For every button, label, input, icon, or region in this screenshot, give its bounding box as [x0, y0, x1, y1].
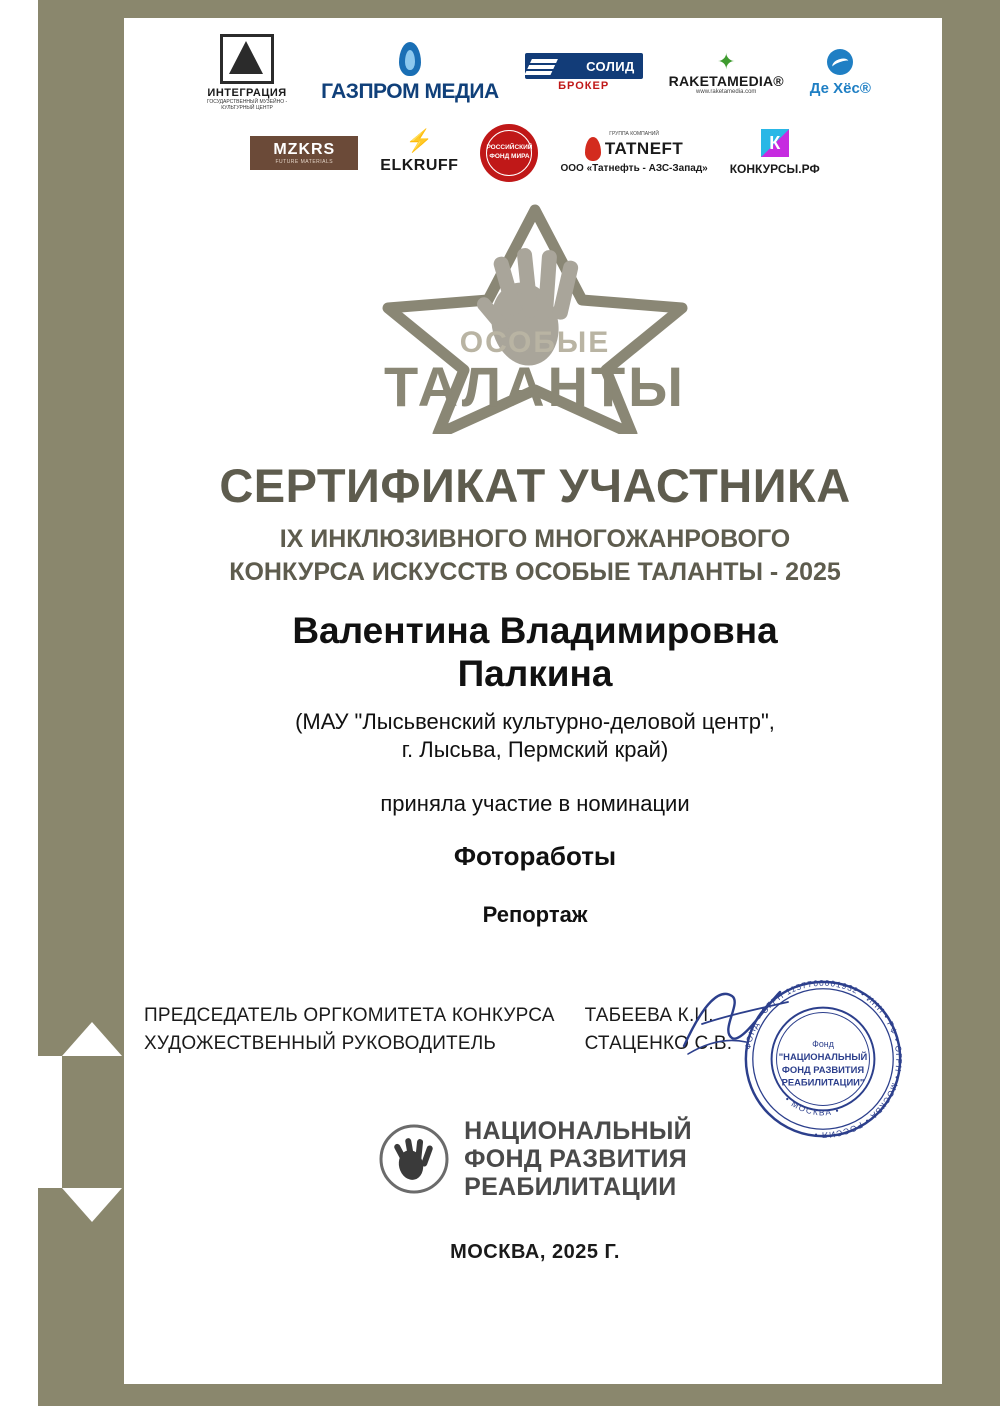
- konkursy-name: КОНКУРСЫ.РФ: [729, 162, 820, 176]
- integration-mark-icon: [220, 34, 274, 84]
- svg-text:Фонд: Фонд: [812, 1039, 834, 1050]
- sponsor-logo-tatneft: [560, 131, 707, 174]
- city-and-year: МОСКВА, 2025 Г.: [450, 1241, 620, 1264]
- sponsor-logo-solid-broker: [525, 53, 643, 92]
- certificate-content: [140, 18, 930, 1384]
- recipient-name: [140, 609, 930, 696]
- tatneft-flame-icon: [585, 137, 601, 161]
- mzkrs-subtitle: FUTURE MATERIALS: [275, 158, 334, 165]
- sponsor-logos-row-1: [140, 34, 930, 112]
- official-stamp: [734, 970, 912, 1148]
- sponsor-logo-raketamedia: [668, 48, 784, 95]
- sponsor-logo-integration: [199, 34, 295, 112]
- recipient-organization: [140, 708, 930, 765]
- svg-text:ФОНД • ОГРН 1157700001932 • ИН: ФОНД • ОГРН 1157700001932 • ИНН • РФ • ОГРН • МОСКВА • РОССИЯ •: [742, 977, 905, 1141]
- gazprom-flame-icon: [399, 42, 421, 76]
- signature-role-line-1: ПРЕДСЕДАТЕЛЬ ОРГКОМИТЕТА КОНКУРСА: [144, 1005, 555, 1026]
- svg-text:"НАЦИОНАЛЬНЫЙ: "НАЦИОНАЛЬНЫЙ: [778, 1050, 868, 1062]
- frame-notch: [38, 1056, 62, 1188]
- hands-fund-icon: [378, 1123, 450, 1195]
- star-with-hand-icon: [350, 204, 720, 434]
- fund-name-line-2: ФОНД РАЗВИТИЯ: [464, 1145, 688, 1174]
- frame-band-right: [942, 0, 1000, 1406]
- frame-arrow-up-icon: [62, 1022, 122, 1056]
- konkursy-mark-icon: К: [761, 129, 789, 157]
- certificate-subtitle-line-2: КОНКУРСА ИСКУССТВ ОСОБЫЕ ТАЛАНТЫ - 2025: [229, 557, 841, 586]
- svg-text:ФОНД РАЗВИТИЯ: ФОНД РАЗВИТИЯ: [781, 1063, 865, 1075]
- sponsor-logos-row-2: [140, 124, 930, 182]
- signature-role-line-2: ХУДОЖЕСТВЕННЫЙ РУКОВОДИТЕЛЬ: [144, 1032, 497, 1054]
- solid-name: СОЛИД: [586, 58, 635, 74]
- tatneft-wordmark: [585, 137, 683, 161]
- sponsor-logo-gazprom-media: [321, 42, 499, 104]
- frame-band-bottom: [38, 1384, 1000, 1406]
- svg-text:РЕАБИЛИТАЦИИ": РЕАБИЛИТАЦИИ": [781, 1076, 865, 1088]
- sponsor-logo-rossiyskiy-fond-mira: [480, 124, 538, 182]
- raketamedia-rocket-icon: ✦: [717, 48, 736, 74]
- participation-statement: приняла участие в номинации: [380, 791, 690, 816]
- frame-band-top: [38, 0, 1000, 18]
- raketamedia-name: RAKETAMEDIA®: [668, 72, 784, 89]
- sponsor-logo-dehus: [810, 49, 871, 97]
- contest-emblem: [140, 204, 930, 454]
- signature-name-line-2: СТАЦЕНКО С.В.: [584, 1032, 733, 1054]
- mzkrs-name: MZKRS: [273, 140, 336, 158]
- fund-name-line-3: РЕАБИЛИТАЦИИ: [464, 1173, 677, 1202]
- nomination-name: Фотоработы: [453, 841, 617, 871]
- integration-name: ИНТЕГРАЦИЯ: [207, 87, 287, 99]
- certificate-subtitle-line-1: IX ИНКЛЮЗИВНОГО МНОГОЖАНРОВОГО: [279, 524, 791, 553]
- solid-subtitle: БРОКЕР: [558, 80, 610, 93]
- tatneft-name: TATNEFT: [604, 139, 684, 158]
- integration-subtitle: ГОСУДАРСТВЕННЫЙ МУЗЕЙНО - КУЛЬТУРНЫЙ ЦЕНТР: [206, 99, 288, 112]
- recipient-name-line-1: Валентина Владимировна: [292, 609, 778, 651]
- dehus-name: Де Хёс®: [809, 79, 871, 97]
- fund-name-line-1: НАЦИОНАЛЬНЫЙ: [464, 1117, 692, 1146]
- tatneft-group-label: ГРУППА КОМПАНИЙ: [609, 131, 659, 137]
- organization-line-2: г. Лысьва, Пермский край): [401, 737, 669, 763]
- elkruff-bolt-icon: ⚡: [405, 128, 434, 153]
- sponsor-logo-elkruff: [380, 130, 458, 175]
- certificate-subtitle: [140, 523, 930, 589]
- svg-text:• МОСКВА •: • МОСКВА •: [783, 1094, 842, 1118]
- sponsor-logo-konkursy-rf: [730, 129, 820, 176]
- solid-badge-icon: [525, 53, 643, 79]
- tatneft-subtitle: ООО «Татнефть - АЗС-Запад»: [560, 163, 708, 174]
- signature-block: [140, 977, 930, 1141]
- gazprom-name: ГАЗПРОМ МЕДИА: [321, 79, 499, 103]
- recipient-name-line-2: Палкина: [457, 653, 613, 695]
- emblem-line-1: ОСОБЫЕ: [459, 325, 611, 359]
- rfm-name: РОССИЙСКИЙ ФОНД МИРА: [486, 130, 532, 176]
- signature-name-line-1: ТАБЕЕВА К.И.: [584, 1005, 714, 1026]
- organization-line-1: (МАУ "Лысьвенский культурно-деловой центр",: [295, 708, 775, 734]
- emblem-line-2: ТАЛАНТЫ: [383, 354, 686, 418]
- sponsor-logos: [140, 18, 930, 182]
- raketamedia-url: www.raketamedia.com: [696, 88, 757, 95]
- certificate-title: СЕРТИФИКАТ УЧАСТНИКА: [219, 458, 851, 512]
- sponsor-logo-mzkrs: [250, 136, 358, 170]
- dehus-mark-icon: [827, 49, 853, 75]
- fund-name: [464, 1117, 692, 1201]
- signature-roles: [144, 1002, 555, 1057]
- elkruff-name: ELKRUFF: [380, 157, 459, 174]
- frame-arrow-down-icon: [62, 1188, 122, 1222]
- genre-name: Репортаж: [482, 902, 588, 927]
